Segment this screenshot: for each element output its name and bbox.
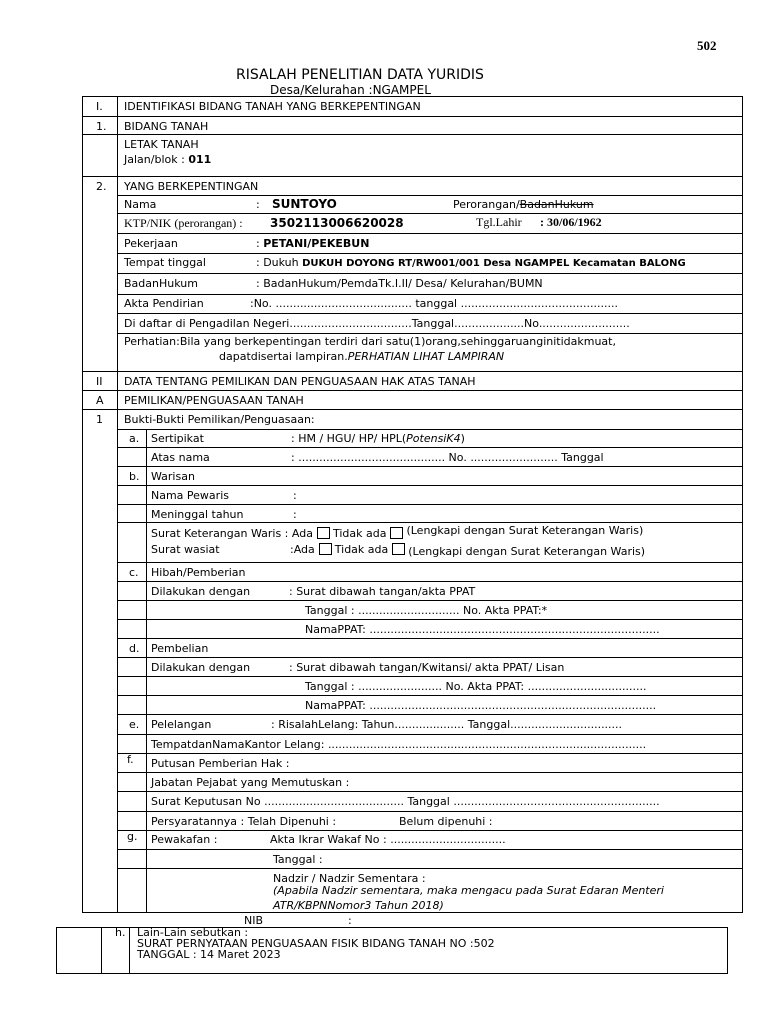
berkep-num: 2. [96,180,107,193]
wasiat-tidak-checkbox[interactable] [392,543,405,555]
pelelangan-label: Pelelangan [151,718,212,731]
ktp-value: 3502113006620028 [270,216,404,230]
tgl-lahir-label: Tgl.Lahir [476,215,522,229]
daftar-text: Di daftar di Pengadilan Negeri...................................Tanggal....................No.......................... [124,317,630,330]
pelelangan-value: : RisalahLelang: Tahun.................... Tanggal................................ [271,718,623,731]
warisan-label: Warisan [151,470,195,483]
atas-nama-value: : .......................................... No. ......................... Tanggal [291,451,604,464]
wasiat-row: :Ada Tidak ada (Lengkapi dengan Surat Keterangan Waris) [290,543,646,558]
persyaratan-label: Persyaratannya : Telah Dipenuhi : [151,815,337,828]
jenis-field: Perorangan/BadanHukum [453,198,594,211]
col-divider-sub [146,429,147,913]
lain-lain-label: Lain-Lain sebutkan : [137,926,249,939]
pembelian-dilakukan-value: : Surat dibawah tangan/Kwitansi/ akta PPAT/ Lisan [289,661,565,674]
nadzir-note-2: ATR/KBPNNomor3 Tahun 2018) [273,899,444,912]
g-letter: g. [127,830,138,843]
pekerjaan-field: : PETANI/PEKEBUN [256,237,370,250]
atas-nama-label: Atas nama [151,451,210,464]
kantor-lelang: TempatdanNamaKantor Lelang: ........................................................................................... [151,738,647,751]
pembelian-tanggal: Tanggal : ........................ No. Akta PPAT: .................................. [305,680,647,693]
hibah-nama-ppat: NamaPPAT: ................................................................................... [305,623,660,636]
nadzir-label: Nadzir / Nadzir Sementara : [273,872,426,885]
putusan-label: Putusan Pemberian Hak : [151,757,290,770]
nama-label: Nama [124,198,157,211]
c-letter: c. [129,566,139,579]
surat-keputusan: Surat Keputusan No ........................................ Tanggal ........................................................... [151,795,660,808]
skw-ada-checkbox[interactable] [317,527,330,539]
sertipikat-value: : HM / HGU/ HP/ HPL(PotensiK4) [291,432,465,445]
badan-value: : BadanHukum/PemdaTk.I.II/ Desa/ Kelurahan/BUMN [256,277,543,290]
sec2-num: II [96,375,103,388]
wasiat-ada-checkbox[interactable] [319,543,332,555]
jalan-value: 011 [188,153,212,166]
hibah-dilakukan-value: : Surat dibawah tangan/akta PPAT [289,585,476,598]
lain-lain-line1: SURAT PERNYATAAN PENGUASAAN FISIK BIDANG TANAH NO :502 [137,937,495,950]
akta-value: :No. ....................................... tanggal ............................................. [250,297,618,310]
h-letter: h. [115,926,126,939]
lain-lain-line2: TANGGAL : 14 Maret 2023 [137,948,281,961]
ktp-label: KTP/NIK (perorangan) : [124,216,243,230]
jalan-field: Jalan/blok : 011 [124,153,212,166]
wasiat-label: Surat wasiat [151,543,220,556]
hibah-label: Hibah/Pemberian [151,566,246,579]
nib-label: NIB [244,914,264,927]
bukti-num: 1 [96,413,103,426]
page-subtitle: Desa/Kelurahan :NGAMPEL [270,83,431,97]
sertipikat-label: Sertipikat [151,432,204,445]
d-letter: d. [129,642,140,655]
skw-row: Surat Keterangan Waris : Ada Tidak ada (Lengkapi dengan Surat Keterangan Waris) [151,524,644,540]
tempat-label: Tempat tinggal [124,256,206,269]
pewakafan-label: Pewakafan : [151,833,218,846]
secA-num: A [96,394,104,407]
nib-colon: : [348,914,352,927]
tempat-value: DUKUH DOYONG RT/RW001/001 Desa NGAMPEL Kecamatan BALONG [302,258,686,269]
a-letter: a. [129,432,140,445]
e-letter: e. [129,718,140,731]
pembelian-dilakukan-label: Dilakukan dengan [151,661,251,674]
akta-ikrar: Akta Ikrar Wakaf No : ................................. [270,833,506,846]
perhatian-1: Perhatian:Bila yang berkepentingan terdiri dari satu(1)orang,sehinggaruanginitidakmuat, [124,335,616,348]
pembelian-nama-ppat: NamaPPAT: .................................................................................. [305,699,657,712]
letak-label: LETAK TANAH [124,138,199,151]
sec2-label: DATA TENTANG PEMILIKAN DAN PENGUASAAN HAK ATAS TANAH [124,375,476,388]
meninggal-label: Meninggal tahun [151,508,244,521]
page-title: RISALAH PENELITIAN DATA YURIDIS [236,67,484,83]
hibah-tanggal: Tanggal : ............................. No. Akta PPAT:* [305,604,548,617]
badan-label: BadanHukum [124,277,198,290]
perhatian-2: dapatdisertai lampiran.PERHATIAN LIHAT LAMPIRAN [219,350,505,363]
nadzir-note: (Apabila Nadzir sementara, maka mengacu pada Surat Edaran Menteri [273,884,664,897]
bidang-num: 1. [96,120,107,133]
pewaris-label: Nama Pewaris [151,489,229,502]
tempat-field: : Dukuh DUKUH DOYONG RT/RW001/001 Desa NGAMPEL Kecamatan BALONG [256,256,686,269]
hibah-dilakukan-label: Dilakukan dengan [151,585,251,598]
belum-label: Belum dipenuhi : [399,815,493,828]
bukti-label: Bukti-Bukti Pemilikan/Penguasaan: [124,413,315,426]
wakaf-tanggal: Tanggal : [273,853,323,866]
pekerjaan-value: PETANI/PEKEBUN [263,237,370,250]
secA-label: PEMILIKAN/PENGUASAAN TANAH [124,394,304,407]
pembelian-label: Pembelian [151,642,209,655]
meninggal-colon: : [293,508,297,521]
nama-colon: : [256,198,260,211]
bidang-label: BIDANG TANAH [124,120,209,133]
sec1-label: IDENTIFIKASI BIDANG TANAH YANG BERKEPENTINGAN [124,100,421,113]
nama-value: SUNTOYO [272,197,337,211]
b-letter: b. [129,470,140,483]
f-letter: f. [127,753,134,766]
pekerjaan-label: Pekerjaan [124,237,178,250]
page-number: 502 [697,38,717,53]
skw-tidak-checkbox[interactable] [390,527,403,539]
pewaris-colon: : [293,489,297,502]
akta-label: Akta Pendirian [124,297,204,310]
sec1-num: I. [96,100,103,113]
berkep-label: YANG BERKEPENTINGAN [124,180,259,193]
tgl-lahir-value: : 30/06/1962 [540,215,602,229]
jabatan-label: Jabatan Pejabat yang Memutuskan : [151,776,350,789]
